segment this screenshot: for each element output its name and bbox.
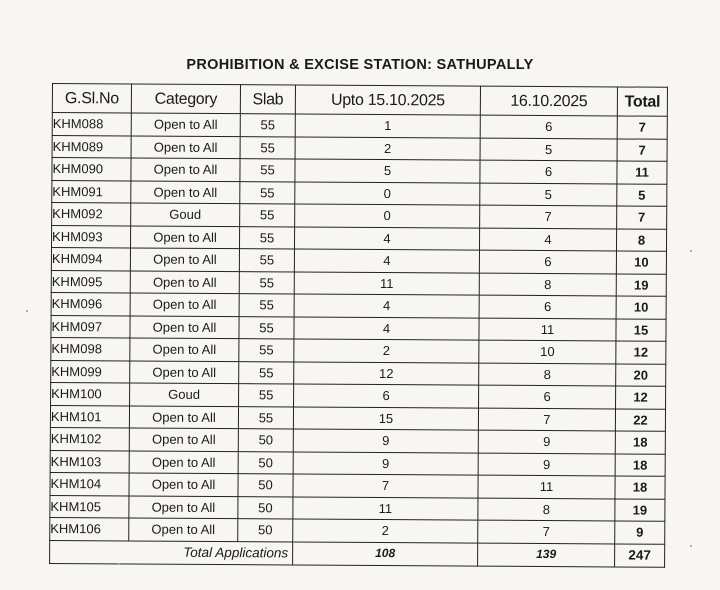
slab-cell: 55 <box>239 339 294 362</box>
category-cell: Goud <box>130 383 239 406</box>
category-cell: Open to All <box>131 158 240 181</box>
category-cell: Open to All <box>130 293 239 316</box>
total-cell: 12 <box>616 341 666 364</box>
total-cell: 7 <box>617 138 667 161</box>
day-cell: 8 <box>479 363 616 386</box>
day-cell: 6 <box>479 295 616 318</box>
slab-cell: 50 <box>238 429 293 452</box>
total-day: 139 <box>478 543 615 567</box>
slab-cell: 55 <box>240 181 295 204</box>
upto-cell: 7 <box>293 474 478 498</box>
category-cell: Open to All <box>130 338 239 361</box>
slab-cell: 50 <box>238 451 293 474</box>
scan-speck <box>690 545 692 547</box>
slab-cell: 55 <box>239 226 294 249</box>
day-cell: 6 <box>479 250 616 273</box>
category-cell: Open to All <box>129 518 238 541</box>
category-cell: Goud <box>131 203 240 226</box>
day-cell: 10 <box>479 340 616 363</box>
header-slab: Slab <box>240 85 295 114</box>
slab-cell: 55 <box>240 114 295 137</box>
category-cell: Open to All <box>129 473 238 496</box>
day-cell: 9 <box>478 430 615 453</box>
day-cell: 9 <box>478 453 615 476</box>
total-cell: 22 <box>615 408 665 431</box>
upto-cell: 12 <box>294 361 479 385</box>
total-cell: 19 <box>616 273 666 296</box>
slab-cell: 55 <box>239 294 294 317</box>
upto-cell: 15 <box>293 406 478 430</box>
gsl-no-cell: KHM090 <box>52 158 131 181</box>
day-cell: 8 <box>479 273 616 296</box>
upto-cell: 0 <box>295 204 480 228</box>
gsl-no-cell: KHM089 <box>52 135 131 158</box>
slab-cell: 55 <box>239 316 294 339</box>
category-cell: Open to All <box>130 270 239 293</box>
upto-cell: 9 <box>293 451 478 475</box>
header-category: Category <box>131 84 240 114</box>
upto-cell: 9 <box>293 429 478 453</box>
gsl-no-cell: KHM091 <box>52 180 131 203</box>
gsl-no-cell: KHM096 <box>51 292 130 315</box>
upto-cell: 1 <box>295 114 480 138</box>
slab-cell: 55 <box>239 384 294 407</box>
upto-cell: 2 <box>293 519 478 543</box>
slab-cell: 55 <box>238 406 293 429</box>
header-upto-date: Upto 15.10.2025 <box>295 85 480 115</box>
header-total: Total <box>617 87 667 116</box>
day-cell: 5 <box>480 138 617 161</box>
table-header-row <box>52 84 667 117</box>
gsl-no-cell: KHM092 <box>52 203 131 226</box>
slab-cell: 55 <box>239 271 294 294</box>
slab-cell: 55 <box>240 136 295 159</box>
total-cell: 18 <box>615 476 665 499</box>
gsl-no-cell: KHM095 <box>51 270 130 293</box>
total-cell: 10 <box>616 251 666 274</box>
scan-speck <box>118 563 120 565</box>
slab-cell: 55 <box>239 361 294 384</box>
category-cell: Open to All <box>131 113 240 136</box>
upto-cell: 6 <box>294 384 479 408</box>
upto-cell: 2 <box>294 339 479 363</box>
day-cell: 6 <box>480 160 617 183</box>
total-cell: 20 <box>616 363 666 386</box>
total-cell: 8 <box>616 228 666 251</box>
scan-speck <box>690 250 692 252</box>
gsl-no-cell: KHM097 <box>51 315 130 338</box>
day-cell: 7 <box>478 408 615 431</box>
total-cell: 9 <box>615 521 665 544</box>
category-cell: Open to All <box>130 315 239 338</box>
header-gsl-no: G.Sl.No <box>52 84 131 113</box>
upto-cell: 11 <box>293 496 478 520</box>
gsl-no-cell: KHM088 <box>52 113 131 136</box>
day-cell: 7 <box>478 520 615 543</box>
total-cell: 11 <box>617 161 667 184</box>
slab-cell: 50 <box>238 496 293 519</box>
day-cell: 4 <box>479 228 616 251</box>
total-cell: 7 <box>617 206 667 229</box>
gsl-no-cell: KHM094 <box>51 247 130 270</box>
upto-cell: 2 <box>295 136 480 160</box>
total-cell: 18 <box>615 431 665 454</box>
applications-table <box>49 83 668 567</box>
day-cell: 11 <box>479 318 616 341</box>
grand-total: 247 <box>615 543 665 566</box>
category-cell: Open to All <box>129 428 238 451</box>
total-applications-label: Total Applications <box>50 540 293 564</box>
total-cell: 10 <box>616 296 666 319</box>
day-cell: 6 <box>480 115 617 138</box>
slab-cell: 50 <box>238 519 293 542</box>
category-cell: Open to All <box>131 135 240 158</box>
upto-cell: 11 <box>294 271 479 295</box>
gsl-no-cell: KHM102 <box>50 427 129 450</box>
slab-cell: 55 <box>240 204 295 227</box>
upto-cell: 5 <box>295 159 480 183</box>
total-cell: 12 <box>616 386 666 409</box>
gsl-no-cell: KHM093 <box>51 225 130 248</box>
gsl-no-cell: KHM100 <box>51 382 130 405</box>
slab-cell: 55 <box>240 159 295 182</box>
day-cell: 5 <box>480 183 617 206</box>
category-cell: Open to All <box>131 180 240 203</box>
gsl-no-cell: KHM105 <box>50 495 129 518</box>
total-applications-row <box>50 540 665 567</box>
upto-cell: 4 <box>294 316 479 340</box>
category-cell: Open to All <box>130 360 239 383</box>
page-title: PROHIBITION & EXCISE STATION: SATHUPALLY <box>186 57 534 73</box>
category-cell: Open to All <box>130 248 239 271</box>
upto-cell: 4 <box>294 226 479 250</box>
gsl-no-cell: KHM099 <box>51 360 130 383</box>
upto-cell: 4 <box>294 294 479 318</box>
total-cell: 5 <box>617 183 667 206</box>
slab-cell: 50 <box>238 474 293 497</box>
gsl-no-cell: KHM106 <box>50 517 129 540</box>
total-upto: 108 <box>293 541 478 565</box>
total-cell: 18 <box>615 453 665 476</box>
day-cell: 11 <box>478 475 615 498</box>
gsl-no-cell: KHM098 <box>51 337 130 360</box>
category-cell: Open to All <box>130 225 239 248</box>
slab-cell: 55 <box>239 249 294 272</box>
total-cell: 7 <box>617 116 667 139</box>
category-cell: Open to All <box>129 495 238 518</box>
category-cell: Open to All <box>129 405 238 428</box>
upto-cell: 4 <box>294 249 479 273</box>
scan-speck <box>26 310 28 312</box>
category-cell: Open to All <box>129 450 238 473</box>
day-cell: 6 <box>479 385 616 408</box>
upto-cell: 0 <box>295 181 480 205</box>
total-cell: 15 <box>616 318 666 341</box>
day-cell: 8 <box>478 498 615 521</box>
header-day-date: 16.10.2025 <box>480 86 617 116</box>
day-cell: 7 <box>480 205 617 228</box>
gsl-no-cell: KHM103 <box>50 450 129 473</box>
gsl-no-cell: KHM104 <box>50 472 129 495</box>
gsl-no-cell: KHM101 <box>50 405 129 428</box>
total-cell: 19 <box>615 498 665 521</box>
